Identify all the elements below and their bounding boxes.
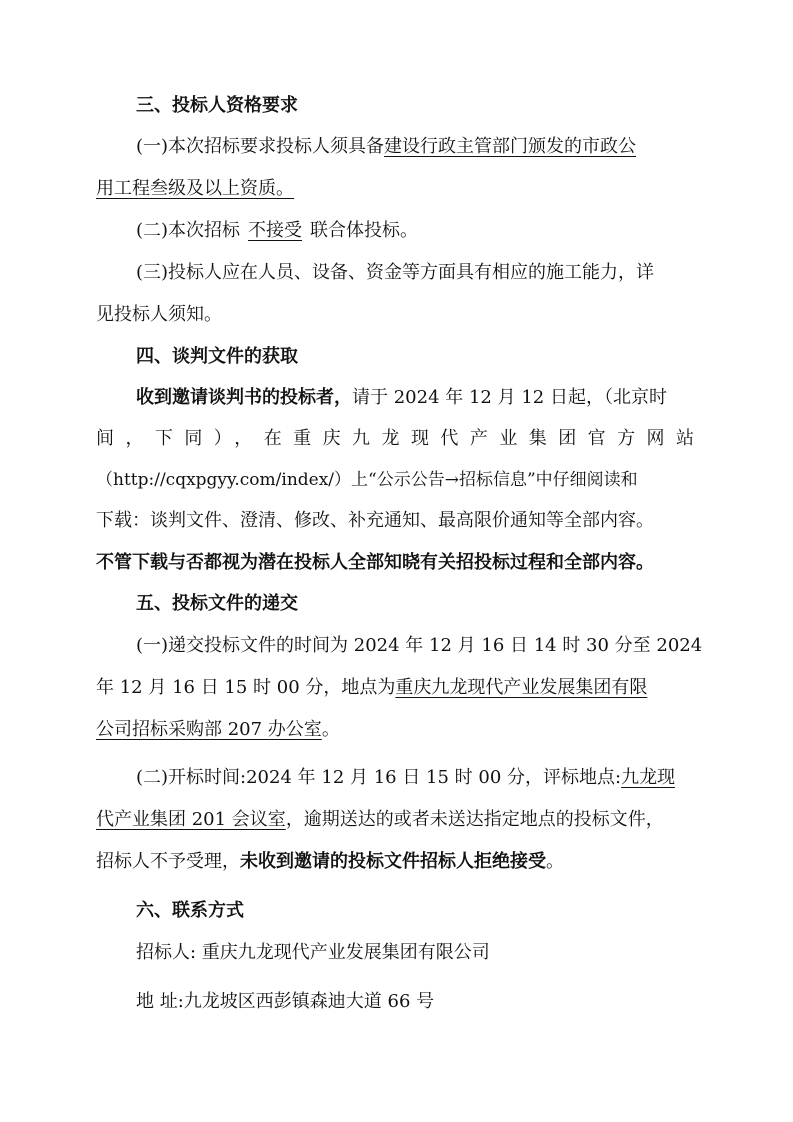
item-text: (二)本次招标 <box>136 220 241 241</box>
section-3-item-1-line-2 <box>96 177 700 203</box>
section-3-item-1-line-1 <box>136 135 700 161</box>
item-text: 招标人不予受理， <box>96 851 240 872</box>
tenderer-line: 招标人: 重庆九龙现代产业发展集团有限公司 <box>136 942 490 963</box>
item-text: (一)本次招标要求投标人须具备 <box>136 136 385 157</box>
section-5-item-1-line-2 <box>96 676 700 702</box>
section-5-item-1-line-1: (一)递交投标文件的时间为 2024 年 12 月 16 日 14 时 30 分至 2024 <box>136 635 703 656</box>
item-text: ，逾期送达的或者未送达指定地点的投标文件， <box>285 809 664 830</box>
section-4-heading: 四、谈判文件的获取 <box>136 346 298 367</box>
item-text: 。 <box>546 851 564 872</box>
item-text: 联合体投标。 <box>310 220 419 241</box>
bold-rejection: 未收到邀请的投标文件招标人拒绝接受 <box>240 851 546 872</box>
location-underlined-cont: 公司招标采购部 207 办公室 <box>96 719 322 740</box>
consortium-underlined: 不接受 <box>248 220 303 241</box>
section-3-heading: 三、投标人资格要求 <box>136 95 298 116</box>
section-3-item-3-line-1: (三)投标人应在人员、设备、资金等方面具有相应的施工能力，详 <box>136 262 655 283</box>
section-5-item-1-line-3 <box>96 718 700 744</box>
item-text: 。 <box>321 719 340 740</box>
section-4-para-2: 不管下载与否都视为潜在投标人全部知晓有关招投标过程和全部内容。 <box>96 552 654 573</box>
section-3-item-2 <box>136 219 700 245</box>
item-text: 年 12 月 16 日 15 时 00 分，地点为 <box>96 677 396 698</box>
section-5-item-2-line-3 <box>96 850 700 876</box>
section-4-para-1-line-3: （http://cqxpgyy.com/index/）上“公示公告→招标信息”中仔细阅读和 <box>96 470 638 490</box>
section-5-item-2-line-2 <box>96 808 700 834</box>
item-text: (二)开标时间:2024 年 12 月 16 日 15 时 00 分，评标地点: <box>136 767 622 788</box>
section-4-para-1-line-4: 下载：谈判文件、澄清、修改、补充通知、最高限价通知等全部内容。 <box>96 510 654 531</box>
bold-lead: 收到邀请谈判书的投标者， <box>136 387 352 408</box>
qualification-underlined: 建设行政主管部门颁发的市政公 <box>384 136 637 157</box>
section-4-para-1-line-2: 间，下同），在重庆九龙现代产业集团官方网站 <box>96 428 700 449</box>
section-3-item-3-line-2: 见投标人须知。 <box>96 304 222 325</box>
item-text: 请于 2024 年 12 月 12 日起，（北京时 <box>352 387 667 408</box>
eval-location-underlined: 九龙现 <box>621 767 676 788</box>
address-line: 地 址:九龙坡区西彭镇森迪大道 66 号 <box>136 991 435 1012</box>
section-6-heading: 六、联系方式 <box>136 900 244 921</box>
section-4-para-1-line-1 <box>136 386 700 412</box>
qualification-underlined-cont: 用工程叁级及以上资质。 <box>96 178 294 199</box>
eval-location-underlined-cont: 代产业集团 201 会议室 <box>96 809 286 830</box>
section-5-heading: 五、投标文件的递交 <box>136 593 298 614</box>
section-5-item-2-line-1 <box>136 766 700 792</box>
location-underlined: 重庆九龙现代产业发展集团有限 <box>395 677 648 698</box>
